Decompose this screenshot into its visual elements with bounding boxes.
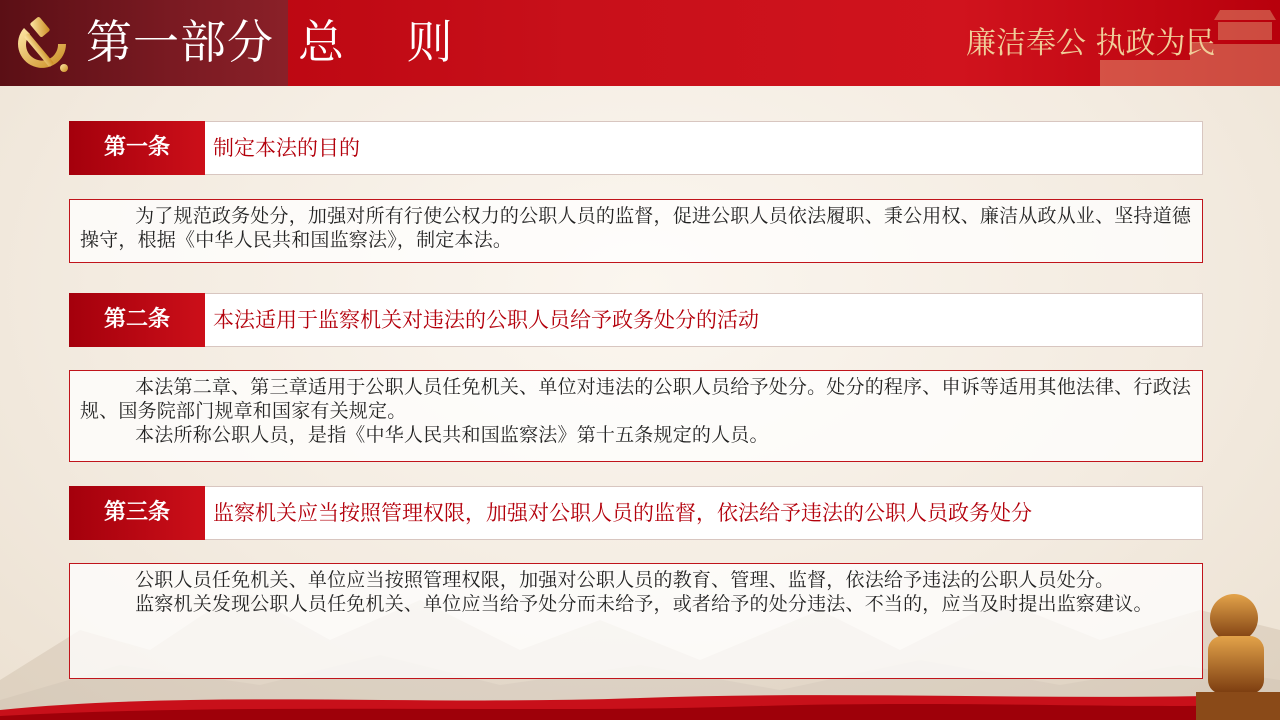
article-1-summary: 制定本法的目的 (213, 136, 360, 160)
hammer-sickle-icon (6, 6, 80, 80)
article-3-summary: 监察机关应当按照管理权限，加强对公职人员的监督，依法给予违法的公职人员政务处分 (213, 501, 1032, 525)
stone-lion-decoration (1188, 588, 1280, 720)
article-2-summary: 本法适用于监察机关对违法的公职人员给予政务处分的活动 (213, 308, 759, 332)
header-bar (0, 0, 1280, 86)
chapter-title: 总 则 (298, 15, 477, 69)
article-1-tag: 第一条 (69, 121, 205, 175)
article-2-header (69, 293, 1203, 347)
article-2-tag: 第二条 (69, 293, 205, 347)
part-label: 第一部分 (86, 15, 274, 69)
article-2-paragraph: 本法第二章、第三章适用于公职人员任免机关、单位对违法的公职人员给予处分。处分的程序、申诉等适用其他法律、行政法规、国务院部门规章和国家有关规定。 (80, 376, 1192, 422)
footer-ribbon (0, 680, 1280, 720)
article-1-header (69, 121, 1203, 175)
article-3-paragraph: 公职人员任免机关、单位应当按照管理权限，加强对公职人员的教育、管理、监督，依法给予违法的公职人员处分。 (135, 569, 1115, 591)
article-3-body (69, 563, 1203, 679)
article-1-paragraph: 为了规范政务处分，加强对所有行使公权力的公职人员的监督，促进公职人员依法履职、秉公用权、廉洁从政从业、坚持道德操守，根据《中华人民共和国监察法》，制定本法。 (80, 205, 1192, 251)
article-3-tag: 第三条 (69, 486, 205, 540)
article-3-paragraph: 监察机关发现公职人员任免机关、单位应当给予处分而未给予，或者给予的处分违法、不当的，应当及时提出监察建议。 (135, 593, 1153, 615)
article-3-header (69, 486, 1203, 540)
article-2-body (69, 370, 1203, 462)
article-2-paragraph: 本法所称公职人员，是指《中华人民共和国监察法》第十五条规定的人员。 (135, 424, 769, 446)
slogan: 廉洁奉公 执政为民 (966, 26, 1216, 61)
article-1-body (69, 199, 1203, 263)
